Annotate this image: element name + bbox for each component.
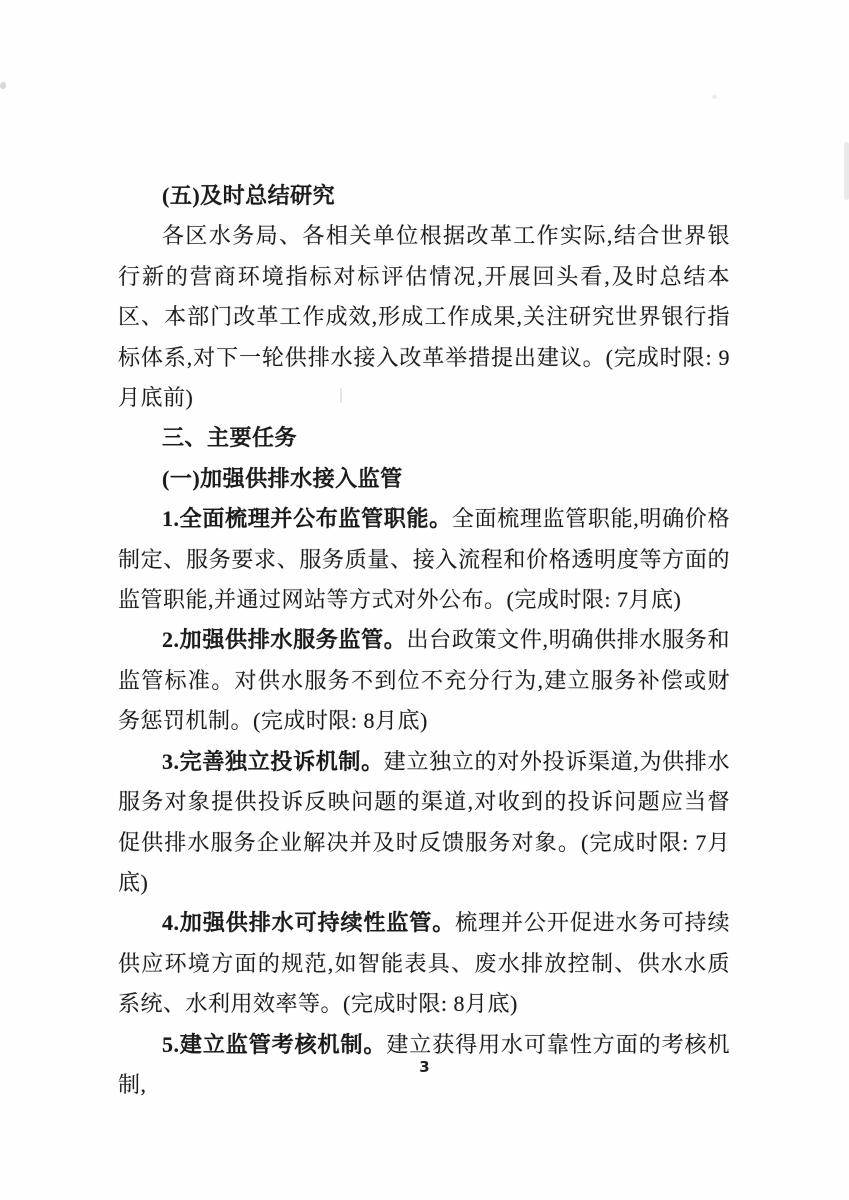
numbered-item-3: [118, 742, 730, 904]
scan-artifact: [712, 95, 717, 99]
item-3-text: 建立独立的对外投诉渠道,为供排水服务对象提供投诉反映问题的渠道,对收到的投诉问题应当督促供排水服务企业解决并及时反馈服务对象。(完成时限: 7月底): [118, 748, 730, 895]
page-number: 3: [419, 1058, 430, 1076]
item-3-lead: 3.完善独立投诉机制。: [162, 748, 384, 774]
document-body: [118, 176, 730, 1105]
item-5-text: 建立获得用水可靠性方面的考核机制,: [118, 1031, 730, 1097]
numbered-item-4: [118, 903, 730, 1024]
item-1-text: 全面梳理监管职能,明确价格制定、服务要求、服务质量、接入流程和价格透明度等方面的监管职能,并通过网站等方式对外公布。(完成时限: 7月底): [118, 506, 730, 613]
item-2-lead: 2.加强供排水服务监管。: [162, 627, 407, 653]
chapter-heading-main-tasks: 三、主要任务: [162, 425, 298, 451]
item-4-lead: 4.加强供排水可持续性监管。: [162, 910, 456, 936]
scan-artifact: [0, 82, 6, 89]
item-2-text: 出台政策文件,明确供排水服务和监管标准。对供水服务不到位不充分行为,建立服务补偿或财务惩罚机制。(完成时限: 8月底): [118, 627, 730, 734]
numbered-item-1: [118, 499, 730, 620]
scan-artifact: [844, 142, 849, 200]
item-4-text: 梳理并公开促进水务可持续供应环境方面的规范,如智能表具、废水排放控制、供水水质系统、水利用效率等。(完成时限: 8月底): [118, 910, 730, 1017]
numbered-item-2: [118, 620, 730, 741]
paragraph-summary-research-body: 各区水务局、各相关单位根据改革工作实际,结合世界银行新的营商环境指标对标评估情况,开展回头看,及时总结本区、本部门改革工作成效,形成工作成果,关注研究世界银行指标体系,对下一轮供排水接入改革举措提出建议。(完成时限: 9 月底前): [118, 223, 730, 411]
section-heading-1-strengthen-access-supervision: (一)加强供排水接入监管: [162, 465, 403, 491]
section-heading-5-summary-research: (五)及时总结研究: [162, 183, 336, 208]
item-5-lead: 5.建立监管考核机制。: [162, 1031, 387, 1057]
item-1-lead: 1.全面梳理并公布监管职能。: [162, 506, 452, 532]
